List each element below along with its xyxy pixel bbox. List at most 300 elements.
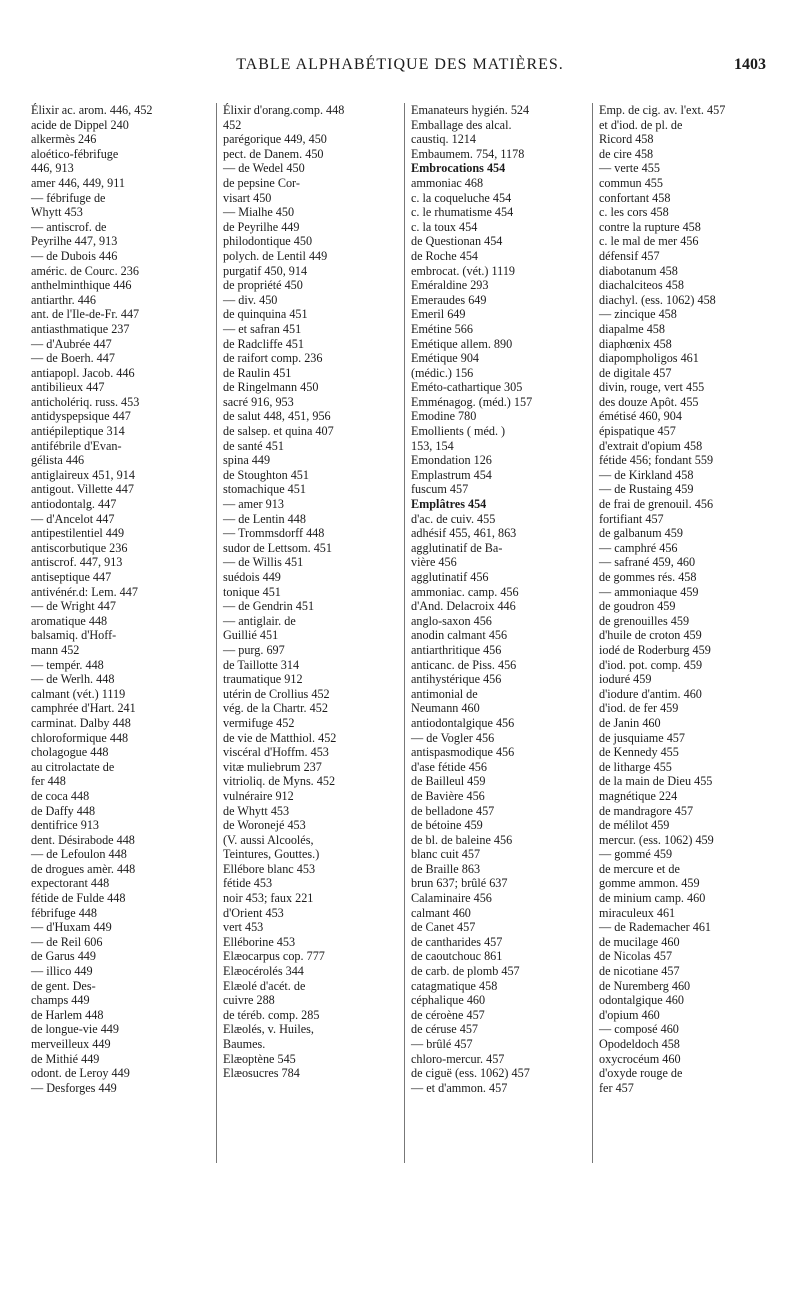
index-entry-text: — Trommsdorff 448 [223, 526, 325, 541]
index-entry [405, 351, 581, 366]
index-entry [593, 307, 769, 322]
page-header [0, 52, 800, 92]
index-entry [217, 789, 393, 804]
index-entry [593, 585, 769, 600]
index-entry [217, 337, 393, 352]
index-entry-text: Emplastrum 454 [411, 467, 492, 482]
index-entry [405, 774, 581, 789]
index-entry-text: carminat. Dalby 448 [31, 715, 131, 730]
index-entry [593, 731, 769, 746]
index-entry-text: Embaumem. 754, 1178 [411, 146, 525, 161]
index-entry-text: — ammoniaque 459 [599, 584, 699, 599]
index-entry-text: sacré 916, 953 [223, 394, 294, 409]
index-entry-text: Elæocérolés 344 [223, 964, 304, 979]
index-entry [29, 293, 205, 308]
index-entry [593, 1022, 769, 1037]
index-entry [593, 949, 769, 964]
index-entry-text: antiodontalg. 447 [31, 497, 117, 512]
index-entry-text: de mélilot 459 [599, 818, 670, 833]
index-entry-text: antiseptique 447 [31, 570, 112, 584]
index-entry-text: suédois 449 [223, 570, 281, 584]
index-entry-text: Neumann 460 [411, 701, 480, 716]
index-entry [217, 322, 393, 337]
index-entry [217, 614, 393, 629]
index-entry-text: d'ac. de cuiv. 455 [411, 511, 496, 526]
index-entry [593, 643, 769, 658]
index-entry [405, 497, 581, 512]
index-entry-text: dentifrice 913 [31, 818, 100, 833]
index-entry [593, 1052, 769, 1067]
index-entry-text: vitæ muliebrum 237 [223, 759, 322, 774]
index-entry-text: divin, rouge, vert 455 [599, 380, 705, 395]
index-entry-text: Emodine 780 [411, 409, 477, 424]
index-entry-text: de Whytt 453 [223, 803, 290, 818]
index-entry-text: blanc cuit 457 [411, 847, 481, 862]
index-entry [405, 964, 581, 979]
index-entry-text: de frai de grenouil. 456 [599, 497, 714, 512]
index-entry-text: anticholériq. russ. 453 [31, 394, 140, 409]
index-entry [593, 599, 769, 614]
index-entry [29, 1022, 205, 1037]
index-entry-text: odontalgique 460 [599, 993, 684, 1008]
index-entry [593, 366, 769, 381]
index-entry-text: de goudron 459 [599, 599, 676, 614]
index-entry [405, 585, 581, 600]
index-column-1 [29, 103, 205, 1163]
index-entry [29, 847, 205, 862]
index-entry [29, 1008, 205, 1023]
index-entry-text: de bl. de baleine 456 [411, 832, 513, 847]
index-entry-text: Emétique 904 [411, 351, 480, 366]
index-entry-text: catagmatique 458 [411, 978, 498, 993]
index-entry-text: — de Lentin 448 [223, 511, 306, 526]
index-entry-text: alkermès 246 [31, 132, 97, 147]
index-entry [217, 1008, 393, 1023]
index-entry-text: de jusquiame 457 [599, 730, 685, 745]
index-entry-text: magnétique 224 [599, 788, 678, 803]
index-entry-text: — de Wedel 450 [223, 161, 305, 176]
index-entry [593, 789, 769, 804]
index-entry-text: de belladone 457 [411, 803, 495, 818]
index-entry [405, 818, 581, 833]
index-entry-text: ant. de l'Ile-de-Fr. 447 [31, 307, 140, 322]
index-entry [593, 176, 769, 191]
index-entry-text: de Mithié 449 [31, 1051, 100, 1066]
index-entry [29, 161, 205, 176]
index-entry [29, 949, 205, 964]
index-entry-text: visart 450 [223, 190, 272, 205]
index-entry-text: — purg. 697 [223, 642, 285, 657]
index-entry-text: de coca 448 [31, 788, 90, 803]
index-entry-text: odont. de Leroy 449 [31, 1066, 130, 1081]
index-entry [593, 541, 769, 556]
index-entry [405, 512, 581, 527]
index-entry-text: antispasmodique 456 [411, 745, 515, 760]
index-entry-text: fuscum 457 [411, 482, 469, 497]
index-entry-text: de vie de Matthiol. 452 [223, 730, 337, 745]
index-entry [29, 103, 205, 118]
index-entry [217, 643, 393, 658]
index-entry-text: cholagogue 448 [31, 745, 109, 760]
index-entry-text: de Bailleul 459 [411, 774, 486, 789]
index-entry [405, 876, 581, 891]
index-entry-text: de litharge 455 [599, 759, 672, 774]
index-entry [217, 555, 393, 570]
index-entry [217, 701, 393, 716]
index-entry-text: c. la coqueluche 454 [411, 190, 512, 205]
index-entry-text: diapompholigos 461 [599, 351, 699, 366]
index-entry [217, 205, 393, 220]
index-entry-text: de Braille 863 [411, 861, 481, 876]
index-entry [593, 701, 769, 716]
index-entry [593, 453, 769, 468]
index-entry [217, 176, 393, 191]
index-entry [217, 891, 393, 906]
index-entry-text: — verte 455 [599, 161, 660, 176]
index-entry [29, 482, 205, 497]
index-entry [405, 395, 581, 410]
index-entry [405, 570, 581, 585]
index-entry [29, 906, 205, 921]
index-entry-text: — de Gendrin 451 [223, 599, 315, 614]
index-entry-text: embrocat. (vét.) 1119 [411, 263, 516, 278]
index-entry [29, 789, 205, 804]
index-entry [405, 176, 581, 191]
index-entry [405, 833, 581, 848]
index-entry-text: chloro-mercur. 457 [411, 1051, 505, 1066]
index-entry-text: antivénér.d: Lem. 447 [31, 584, 138, 599]
index-entry-text: — de Reil 606 [31, 934, 103, 949]
index-entry-text: antiarthritique 456 [411, 642, 502, 657]
index-entry [405, 993, 581, 1008]
index-entry [217, 234, 393, 249]
index-entry [29, 512, 205, 527]
index-entry-text: de Roche 454 [411, 248, 479, 263]
index-entry [593, 191, 769, 206]
index-entry [217, 132, 393, 147]
index-entry-text: sudor de Lettsom. 451 [223, 540, 332, 555]
index-entry [217, 731, 393, 746]
index-entry [593, 614, 769, 629]
index-entry-text: — fébrifuge de [31, 190, 106, 205]
index-entry-text: vière 456 [411, 555, 457, 570]
index-entry [217, 366, 393, 381]
index-entry [217, 964, 393, 979]
index-entry [405, 205, 581, 220]
index-entry-text: Emeril 649 [411, 307, 466, 322]
index-entry-text: fétide de Fulde 448 [31, 891, 126, 906]
index-entry-text: vulnéraire 912 [223, 788, 294, 803]
index-entry [29, 322, 205, 337]
index-entry [29, 526, 205, 541]
index-entry-text: c. le mal de mer 456 [599, 234, 699, 249]
index-entry [593, 979, 769, 994]
index-entry [593, 249, 769, 264]
index-column-3 [404, 103, 581, 1163]
index-entry-text: ammoniac 468 [411, 175, 484, 190]
index-entry-text: de propriété 450 [223, 278, 303, 293]
index-entry [29, 278, 205, 293]
index-entry-text: champs 449 [31, 993, 90, 1008]
index-entry-text: c. la toux 454 [411, 219, 478, 234]
index-entry [405, 760, 581, 775]
index-entry [405, 672, 581, 687]
index-entry [217, 220, 393, 235]
index-entry [593, 322, 769, 337]
index-entry-text: vert 453 [223, 920, 264, 935]
index-column-2 [216, 103, 393, 1163]
index-entry [405, 366, 581, 381]
index-entry-text: — de Willis 451 [223, 555, 304, 570]
index-entry [217, 1037, 393, 1052]
index-entry-text: — de Wright 447 [31, 599, 116, 614]
index-entry-text: fortifiant 457 [599, 511, 664, 526]
index-entry [29, 804, 205, 819]
index-entry-text: antifébrile d'Evan- [31, 438, 122, 453]
index-entry-text: agglutinatif de Ba- [411, 540, 503, 555]
index-entry [217, 876, 393, 891]
index-entry-text: de Raulin 451 [223, 365, 292, 380]
index-entry-text: de Taillotte 314 [223, 657, 300, 672]
index-entry-text: de raifort comp. 236 [223, 351, 323, 366]
index-entry-text: balsamiq. d'Hoff- [31, 628, 117, 643]
index-entry-text: de Nuremberg 460 [599, 978, 691, 993]
index-entry-text: défensif 457 [599, 248, 660, 263]
index-entry-text: Peyrilhe 447, 913 [31, 234, 118, 249]
index-entry [29, 701, 205, 716]
index-entry-text: au citrolactate de [31, 759, 115, 774]
index-entry [405, 409, 581, 424]
index-entry [217, 847, 393, 862]
index-entry-text: expectorant 448 [31, 876, 110, 891]
index-entry [405, 716, 581, 731]
index-entry-text: iodé de Roderburg 459 [599, 642, 711, 657]
index-entry-text: d'iod. de fer 459 [599, 701, 679, 716]
index-entry [405, 424, 581, 439]
index-entry-text: viscéral d'Hoffm. 453 [223, 745, 329, 760]
index-entry [29, 307, 205, 322]
index-entry-text: aloético-fébrifuge [31, 146, 119, 161]
index-entry-text: ammoniac. camp. 456 [411, 584, 519, 599]
index-entry [405, 293, 581, 308]
index-entry [593, 906, 769, 921]
index-entry [405, 979, 581, 994]
index-entry [405, 307, 581, 322]
index-entry-text: de quinquina 451 [223, 307, 308, 322]
index-entry-text: de digitale 457 [599, 365, 672, 380]
index-entry-text: Emollients ( méd. ) [411, 424, 506, 439]
index-entry [405, 599, 581, 614]
index-entry-text: Guillié 451 [223, 628, 279, 643]
index-entry [29, 920, 205, 935]
index-entry [405, 249, 581, 264]
index-entry-text: antiasthmatique 237 [31, 321, 130, 336]
index-entry [217, 570, 393, 585]
index-entry-text: Emétique allem. 890 [411, 336, 513, 351]
index-entry-text: de gommes rés. 458 [599, 570, 697, 584]
index-entry-text: Emplâtres 454 [411, 497, 487, 512]
index-entry-text: de la main de Dieu 455 [599, 774, 713, 789]
index-entry [217, 687, 393, 702]
index-entry-text: 153, 154 [411, 438, 454, 453]
index-entry [29, 118, 205, 133]
index-entry-text: antiglaireux 451, 914 [31, 467, 135, 482]
index-columns [29, 103, 771, 1163]
index-entry-text: Teintures, Gouttes.) [223, 847, 320, 862]
index-entry [593, 293, 769, 308]
index-entry [29, 774, 205, 789]
index-entry [29, 935, 205, 950]
index-entry [405, 920, 581, 935]
index-entry-text: — gommé 459 [599, 847, 673, 862]
index-entry [593, 468, 769, 483]
index-entry [29, 264, 205, 279]
index-entry [405, 687, 581, 702]
index-entry-text: de pepsine Cor- [223, 175, 300, 190]
index-entry-text: d'iod. pot. comp. 459 [599, 657, 703, 672]
index-entry [217, 424, 393, 439]
index-entry [29, 599, 205, 614]
index-entry-text: Elæocarpus cop. 777 [223, 949, 325, 964]
index-entry [217, 1066, 393, 1081]
index-entry [29, 643, 205, 658]
index-entry [217, 191, 393, 206]
index-entry [217, 103, 393, 118]
index-entry-text: Emanateurs hygién. 524 [411, 103, 530, 117]
index-entry-text: de cire 458 [599, 146, 654, 161]
index-entry [405, 1022, 581, 1037]
index-entry-text: — div. 450 [223, 292, 278, 307]
index-entry-text: Elléborine 453 [223, 934, 296, 949]
running-title: TABLE ALPHABÉTIQUE DES MATIÈRES. [236, 56, 564, 73]
index-entry [593, 234, 769, 249]
index-entry [405, 628, 581, 643]
index-entry [593, 833, 769, 848]
index-entry-text: diachyl. (ess. 1062) 458 [599, 292, 716, 307]
index-entry [29, 1052, 205, 1067]
index-entry [29, 731, 205, 746]
index-entry-text: — d'Ancelot 447 [31, 511, 115, 526]
index-entry [217, 774, 393, 789]
index-entry-text: Élixir ac. arom. 446, 452 [31, 103, 153, 117]
index-entry-text: — composé 460 [599, 1022, 679, 1037]
index-entry [217, 439, 393, 454]
index-entry [217, 1022, 393, 1037]
index-entry-text: améric. de Courc. 236 [31, 263, 139, 278]
index-entry-text: antipestilentiel 449 [31, 526, 125, 541]
index-entry [217, 307, 393, 322]
index-entry-text: mercur. (ess. 1062) 459 [599, 832, 714, 847]
index-entry [405, 555, 581, 570]
index-entry [217, 278, 393, 293]
index-entry-text: émétisé 460, 904 [599, 409, 682, 424]
index-entry-text: (V. aussi Alcoolés, [223, 832, 314, 847]
index-entry [593, 745, 769, 760]
index-entry-text: d'huile de croton 459 [599, 628, 702, 643]
index-entry-text: antimonial de [411, 686, 478, 701]
index-entry [29, 249, 205, 264]
index-entry-text: aromatique 448 [31, 613, 108, 628]
index-entry-text: Calaminaire 456 [411, 891, 492, 906]
index-entry-text: commun 455 [599, 175, 663, 190]
index-entry-text: c. le rhumatisme 454 [411, 205, 514, 220]
index-entry [217, 935, 393, 950]
index-entry [405, 789, 581, 804]
index-entry [29, 147, 205, 162]
index-entry [217, 599, 393, 614]
index-entry-text: Ellébore blanc 453 [223, 861, 316, 876]
index-entry-text: — de Rustaing 459 [599, 482, 694, 497]
index-entry-text: vitrioliq. de Myns. 452 [223, 774, 336, 789]
index-entry [593, 628, 769, 643]
index-entry [593, 935, 769, 950]
index-entry-text: fébrifuge 448 [31, 905, 97, 920]
index-entry [29, 234, 205, 249]
index-entry [405, 234, 581, 249]
index-entry [405, 1052, 581, 1067]
index-entry [29, 658, 205, 673]
index-entry [405, 643, 581, 658]
index-entry-text: d'oxyde rouge de [599, 1066, 683, 1081]
index-entry [593, 920, 769, 935]
index-entry-text: — brûlé 457 [411, 1037, 473, 1051]
index-entry [593, 672, 769, 687]
index-entry [405, 949, 581, 964]
index-entry-text: épispatique 457 [599, 424, 676, 439]
index-entry [29, 1066, 205, 1081]
index-entry [593, 220, 769, 235]
index-entry [405, 380, 581, 395]
index-entry [29, 716, 205, 731]
index-entry-text: gélista 446 [31, 453, 85, 468]
index-entry-text: antiarthr. 446 [31, 292, 96, 307]
index-entry-text: parégorique 449, 450 [223, 132, 327, 147]
index-entry [217, 249, 393, 264]
index-entry-text: spina 449 [223, 453, 271, 468]
index-entry [29, 409, 205, 424]
index-entry-text: camphrée d'Hart. 241 [31, 701, 136, 716]
index-entry-text: fétide 456; fondant 559 [599, 453, 714, 468]
index-entry-text: noir 453; faux 221 [223, 891, 314, 906]
index-entry [405, 439, 581, 454]
index-entry-text: acide de Dippel 240 [31, 117, 129, 132]
index-entry [29, 628, 205, 643]
index-entry-text: dent. Désirabode 448 [31, 832, 135, 847]
index-entry [29, 176, 205, 191]
index-entry [29, 672, 205, 687]
index-entry-text: — de Lefoulon 448 [31, 847, 127, 862]
index-entry [593, 760, 769, 775]
index-entry-text: Emondation 126 [411, 453, 492, 468]
index-entry-text: diabotanum 458 [599, 263, 678, 278]
index-entry [29, 891, 205, 906]
index-entry-text: d'opium 460 [599, 1007, 660, 1022]
index-entry-text: antidyspepsique 447 [31, 409, 131, 424]
index-entry-text: anticanc. de Piss. 456 [411, 657, 517, 672]
index-entry-text: d'ase fétide 456 [411, 759, 487, 774]
index-entry-text: de carb. de plomb 457 [411, 964, 520, 979]
index-entry [217, 833, 393, 848]
index-entry-text: de galbanum 459 [599, 526, 683, 541]
index-entry [405, 278, 581, 293]
index-entry [217, 862, 393, 877]
index-entry [593, 278, 769, 293]
index-entry-text: de longue-vie 449 [31, 1022, 119, 1037]
index-entry [593, 409, 769, 424]
index-entry-text: — tempér. 448 [31, 657, 104, 672]
index-entry-text: 446, 913 [31, 161, 74, 176]
index-entry [217, 672, 393, 687]
